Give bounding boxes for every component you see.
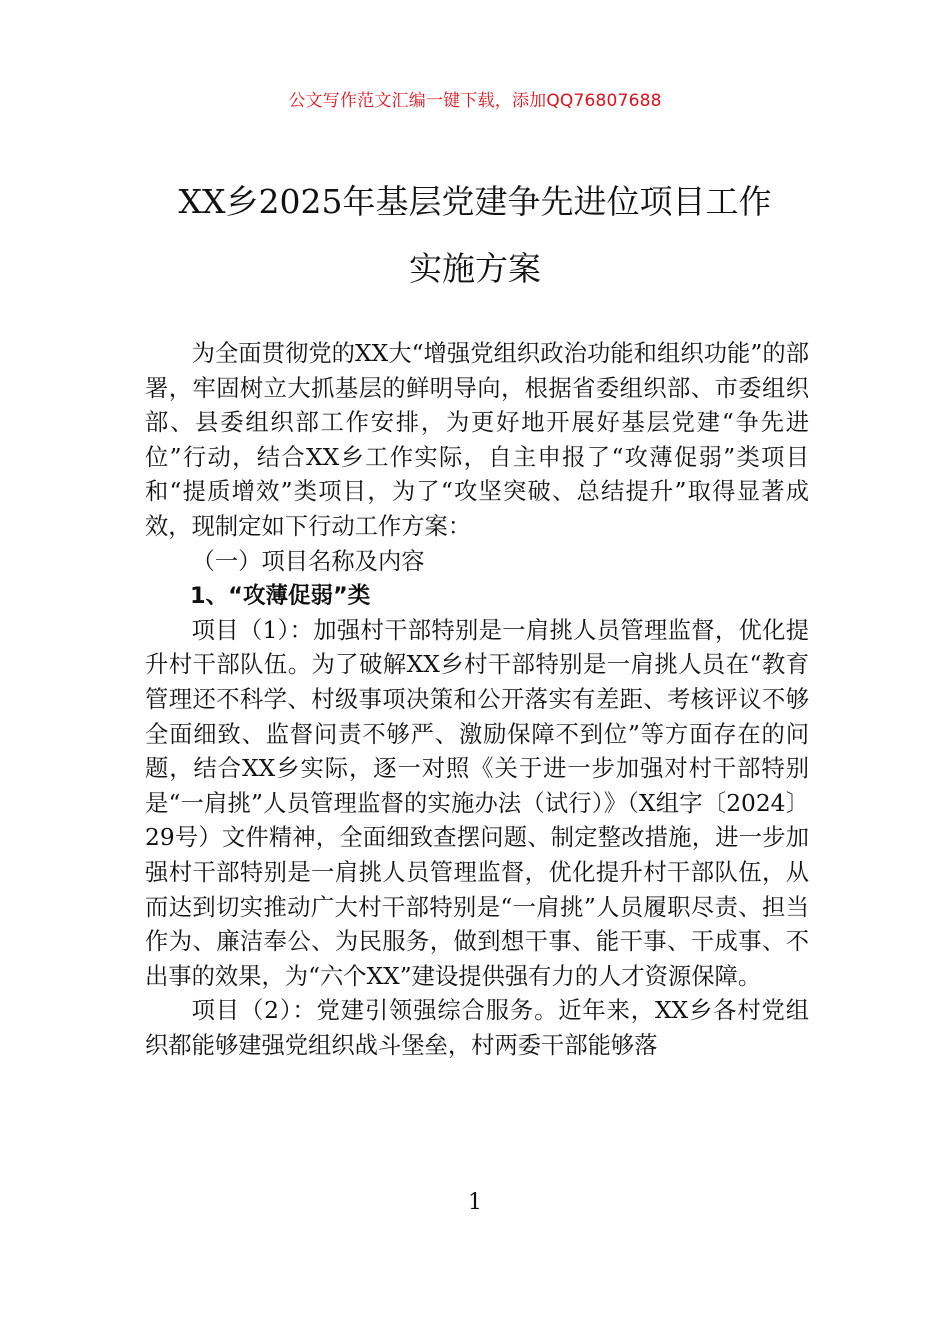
subsection-heading-1: 1、“攻薄促弱”类 bbox=[190, 583, 371, 610]
watermark-banner: 公文写作范文汇编一键下载，添加QQ76807688 bbox=[288, 91, 662, 111]
intro-paragraph: 为全面贯彻党的XX大“增强党组织政治功能和组织功能”的部署，牢固树立大抓基层的鲜明导向，根据省委组织部、市委组织部、县委组织部工作安排，为更好地开展好基层党建“争先进位”行动，结合XX乡工作实际，自主申报了“攻薄促弱”类项目和“提质增效”类项目，为了“攻坚突破、总结提升”取得显著成效，现制定如下行动工作方案： bbox=[145, 340, 809, 540]
page-number: 1 bbox=[468, 1190, 482, 1215]
section-heading-1: （一）项目名称及内容 bbox=[191, 547, 425, 575]
document-title-line-2: 实施方案 bbox=[409, 249, 541, 288]
document-body bbox=[145, 337, 809, 1063]
project-item-1: 项目（1）：加强村干部特别是一肩挑人员管理监督，优化提升村干部队伍。为了破解XX乡村干部特别是一肩挑人员在“教育管理还不科学、村级事项决策和公开落实有差距、考核评议不够全面细致、监督问责不够严、激励保障不到位”等方面存在的问题，结合XX乡实际，逐一对照《关于进一步加强对村干部特别是“一肩挑”人员管理监督的实施办法（试行）》（X组字〔2024〕29号）文件精神，全面细致查摆问题、制定整改措施，进一步加强村干部特别是一肩挑人员管理监督，优化提升村干部队伍，从而达到切实推动广大村干部特别是“一肩挑”人员履职尽责、担当作为、廉洁奉公、为民服务，做到想干事、能干事、干成事、不出事的效果，为“六个XX”建设提供强有力的人才资源保障。 bbox=[145, 616, 809, 990]
project-item-2: 项目（2）：党建引领强综合服务。近年来，XX乡各村党组织都能够建强党组织战斗堡垒，村两委干部能够落 bbox=[145, 997, 809, 1059]
document-title-line-1: XX乡2025年基层党建争先进位项目工作 bbox=[178, 182, 772, 221]
